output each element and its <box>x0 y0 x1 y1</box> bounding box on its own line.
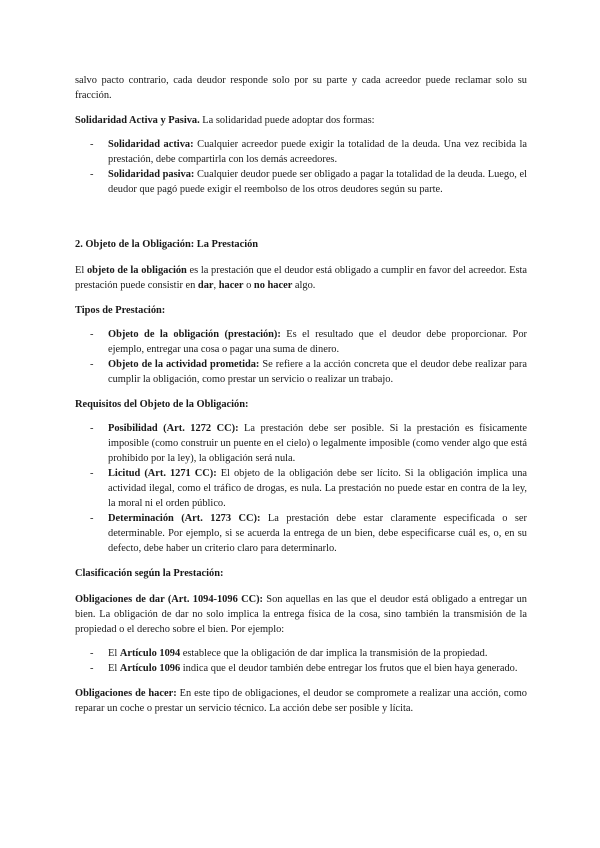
list-item-term: Solidaridad pasiva: <box>108 169 195 180</box>
list-item-term: Licitud (Art. 1271 CC): <box>108 468 217 479</box>
subheading-text: Requisitos del Objeto de la Obligación: <box>75 399 249 410</box>
solidaridad-list <box>75 137 527 197</box>
bullet-dash: - <box>90 169 94 180</box>
list-item-term: Determinación (Art. 1273 CC): <box>108 513 261 524</box>
list-item-text: Es el resultado que el deudor debe proporcionar. Por ejemplo, entregar una cosa o pagar una suma de dinero. <box>108 329 527 355</box>
list-item <box>75 421 527 466</box>
bullet-dash: - <box>90 359 94 370</box>
list-item-term: Objeto de la obligación (prestación): <box>108 329 281 340</box>
list-item-term: Artículo 1094 <box>119 648 181 659</box>
section-title: 2. Objeto de la Obligación: La Prestación <box>75 239 259 250</box>
subheading <box>75 397 527 412</box>
bold-term: objeto de la obligación <box>86 265 187 276</box>
bullet-dash: - <box>90 329 94 340</box>
tipos-list <box>75 327 527 387</box>
list-item <box>75 167 527 197</box>
text-span: Son aquellas en las que el deudor está obligado a entregar un bien. La obligación de dar no solo implica la entrega física de la cosa, sino también la transmisión de la propiedad o el derecho sobre el bien. Por ejemplo: <box>75 594 527 635</box>
list-item-text: La prestación debe ser posible. Si la prestación es físicamente imposible (como construir un puente en el cielo) o legalmente imposible (como vender algo que está prohibido por la ley), la obligación será nula. <box>108 423 527 464</box>
list-item <box>75 327 527 357</box>
subheading-text: Clasificación según la Prestación: <box>75 568 224 579</box>
bold-term: no hacer <box>253 280 293 291</box>
list-item-text: Cualquier deudor puede ser obligado a pagar la totalidad de la deuda. Luego, el deudor que pagó puede exigir el reembolso de los otros deudores según su parte. <box>108 169 528 195</box>
list-item-term: Artículo 1096 <box>119 663 181 674</box>
list-item-term: Solidaridad activa: <box>108 139 194 150</box>
bold-term: dar <box>197 280 214 291</box>
bold-term: hacer <box>218 280 244 291</box>
bullet-dash: - <box>90 423 94 434</box>
text-span: El <box>108 663 120 674</box>
list-item <box>75 661 527 676</box>
list-item-text: indica que el deudor también debe entregar los frutos que el bien haya generado. <box>180 663 518 674</box>
text-span: El <box>108 648 120 659</box>
articulos-list <box>75 646 527 676</box>
list-item-text: Cualquier acreedor puede exigir la totalidad de la deuda. Una vez recibida la prestación, debe compartirla con los demás acreedores. <box>108 139 528 165</box>
text-span: es la prestación que el deudor está obligado a cumplir en favor del acreedor. Esta prestación puede consistir en <box>75 265 527 291</box>
document-page <box>75 73 527 716</box>
list-item-text: El objeto de la obligación debe ser lícito. Si la obligación implica una actividad ilegal, como el tráfico de drogas, es nula. La prestación no puede estar en contra de la ley, la moral ni el orden público. <box>108 468 527 509</box>
subheading <box>75 303 527 318</box>
solidaridad-text: La solidaridad puede adoptar dos formas: <box>199 115 375 126</box>
text-span: , <box>213 280 219 291</box>
text-span: algo. <box>292 280 316 291</box>
list-item-term: Objeto de la actividad prometida: <box>108 359 260 370</box>
hacer-paragraph <box>75 686 527 716</box>
list-item <box>75 646 527 661</box>
bullet-dash: - <box>90 648 94 659</box>
section-heading <box>75 237 527 252</box>
requisitos-list <box>75 421 527 556</box>
list-item-text: establece que la obligación de dar implica la transmisión de la propiedad. <box>180 648 488 659</box>
subheading-text: Tipos de Prestación: <box>75 305 166 316</box>
list-item-text: La prestación debe estar claramente especificada o ser determinable. Por ejemplo, si se acuerda la entrega de un bien, debe especificarse cuál es, o, en su defecto, debe haber un criterio claro para determinarlo. <box>108 513 527 554</box>
objeto-paragraph <box>75 263 527 293</box>
solidaridad-heading: Solidaridad Activa y Pasiva. <box>75 115 200 126</box>
bullet-dash: - <box>90 468 94 479</box>
list-item <box>75 511 527 556</box>
bullet-dash: - <box>90 139 94 150</box>
list-item-term: Posibilidad (Art. 1272 CC): <box>108 423 239 434</box>
bold-term: Obligaciones de hacer: <box>75 688 177 699</box>
subheading <box>75 566 527 581</box>
solidaridad-paragraph <box>75 113 527 128</box>
text-span: El <box>75 265 87 276</box>
list-item-text: Se refiere a la acción concreta que el deudor debe realizar para cumplir la obligación, como prestar un servicio o realizar un trabajo. <box>108 359 527 385</box>
list-item <box>75 466 527 511</box>
bold-term: Obligaciones de dar (Art. 1094-1096 CC): <box>75 594 263 605</box>
intro-text: salvo pacto contrario, cada deudor responde solo por su parte y cada acreedor puede reclamar solo su fracción. <box>75 75 527 101</box>
list-item <box>75 137 527 167</box>
dar-paragraph <box>75 592 527 637</box>
text-span: En este tipo de obligaciones, el deudor se compromete a realizar una acción, como reparar un coche o prestar un servicio técnico. La acción debe ser posible y lícita. <box>75 688 527 714</box>
intro-paragraph <box>75 73 527 103</box>
bullet-dash: - <box>90 663 94 674</box>
list-item <box>75 357 527 387</box>
text-span: o <box>243 280 254 291</box>
bullet-dash: - <box>90 513 94 524</box>
